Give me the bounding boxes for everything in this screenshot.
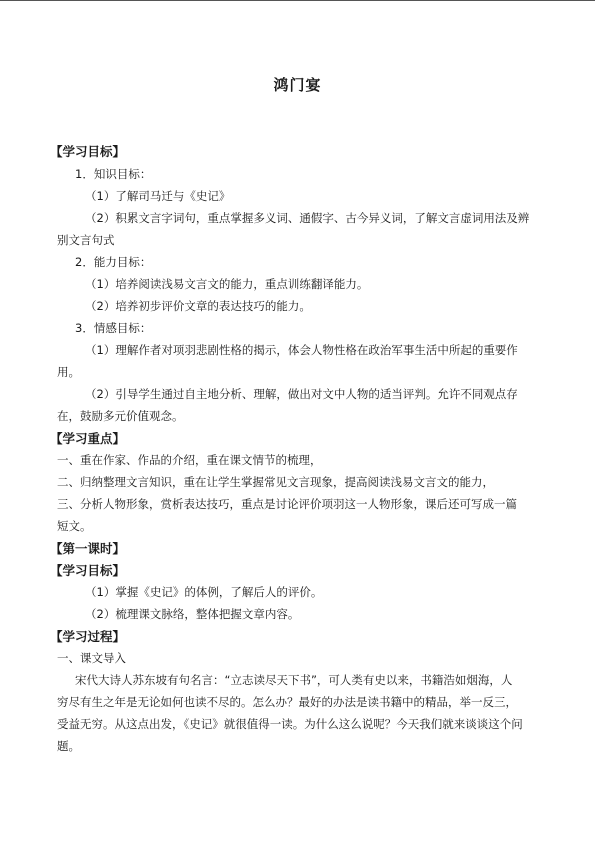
paragraph-line: （2）引导学生通过自主地分析、理解，做出对文中人物的适当评判。允许不同观点存 (85, 387, 518, 401)
paragraph-line: 用。 (57, 365, 80, 379)
paragraph-line: 在，鼓励多元价值观念。 (57, 409, 184, 423)
paragraph-line: 穷尽有生之年是无论如何也读不尽的。怎么办？最好的办法是读书籍中的精品，举一反三， (57, 695, 517, 709)
paragraph-line: （2）培养初步评价文章的表达技巧的能力。 (85, 299, 311, 313)
section-heading: 【学习目标】 (50, 144, 126, 159)
section-heading: 【第一课时】 (50, 541, 126, 556)
paragraph-line: 二、归纳整理文言知识，重在让学生掌握常见文言现象，提高阅读浅易文言文的能力， (57, 475, 494, 489)
paragraph-line: 三、分析人物形象，赏析表达技巧，重点是讨论评价项羽这一人物形象，课后还可写成一篇 (57, 497, 517, 511)
section-heading: 【学习重点】 (50, 431, 126, 446)
paragraph-line: 一、课文导入 (57, 651, 126, 665)
paragraph-line: （2）积累文言字词句，重点掌握多义词、通假字、古今异义词，了解文言虚词用法及辨 (85, 211, 530, 225)
paragraph-line: （2）梳理课文脉络，整体把握文章内容。 (85, 607, 300, 621)
section-heading: 【学习目标】 (50, 563, 126, 578)
paragraph-line: （1）了解司马迁与《史记》 (85, 189, 231, 203)
paragraph-line: 别文言句式 (57, 233, 115, 247)
paragraph-line: 2．能力目标： (75, 255, 152, 269)
paragraph-line: 宋代大诗人苏东坡有句名言：“立志读尽天下书”，可人类有史以来，书籍浩如烟海，人 (75, 673, 513, 687)
page-title: 鸿门宴 (273, 76, 322, 94)
paragraph-line: 一、重在作家、作品的介绍，重在课文情节的梳理， (57, 453, 322, 467)
section-heading: 【学习过程】 (50, 629, 126, 644)
paragraph-line: 短文。 (57, 519, 92, 533)
paragraph-line: （1）理解作者对项羽悲剧性格的揭示，体会人物性格在政治军事生活中所起的重要作 (85, 343, 518, 357)
paragraph-line: （1）掌握《史记》的体例，了解后人的评价。 (85, 585, 323, 599)
paragraph-line: 题。 (57, 739, 80, 753)
paragraph-line: 1．知识目标： (75, 167, 152, 181)
paragraph-line: （1）培养阅读浅易文言文的能力，重点训练翻译能力。 (85, 277, 369, 291)
top-border-line (0, 0, 595, 1)
paragraph-line: 3．情感目标： (75, 321, 152, 335)
paragraph-line: 受益无穷。从这点出发，《史记》就很值得一读。为什么这么说呢？今天我们就来谈谈这个问 (57, 717, 523, 731)
